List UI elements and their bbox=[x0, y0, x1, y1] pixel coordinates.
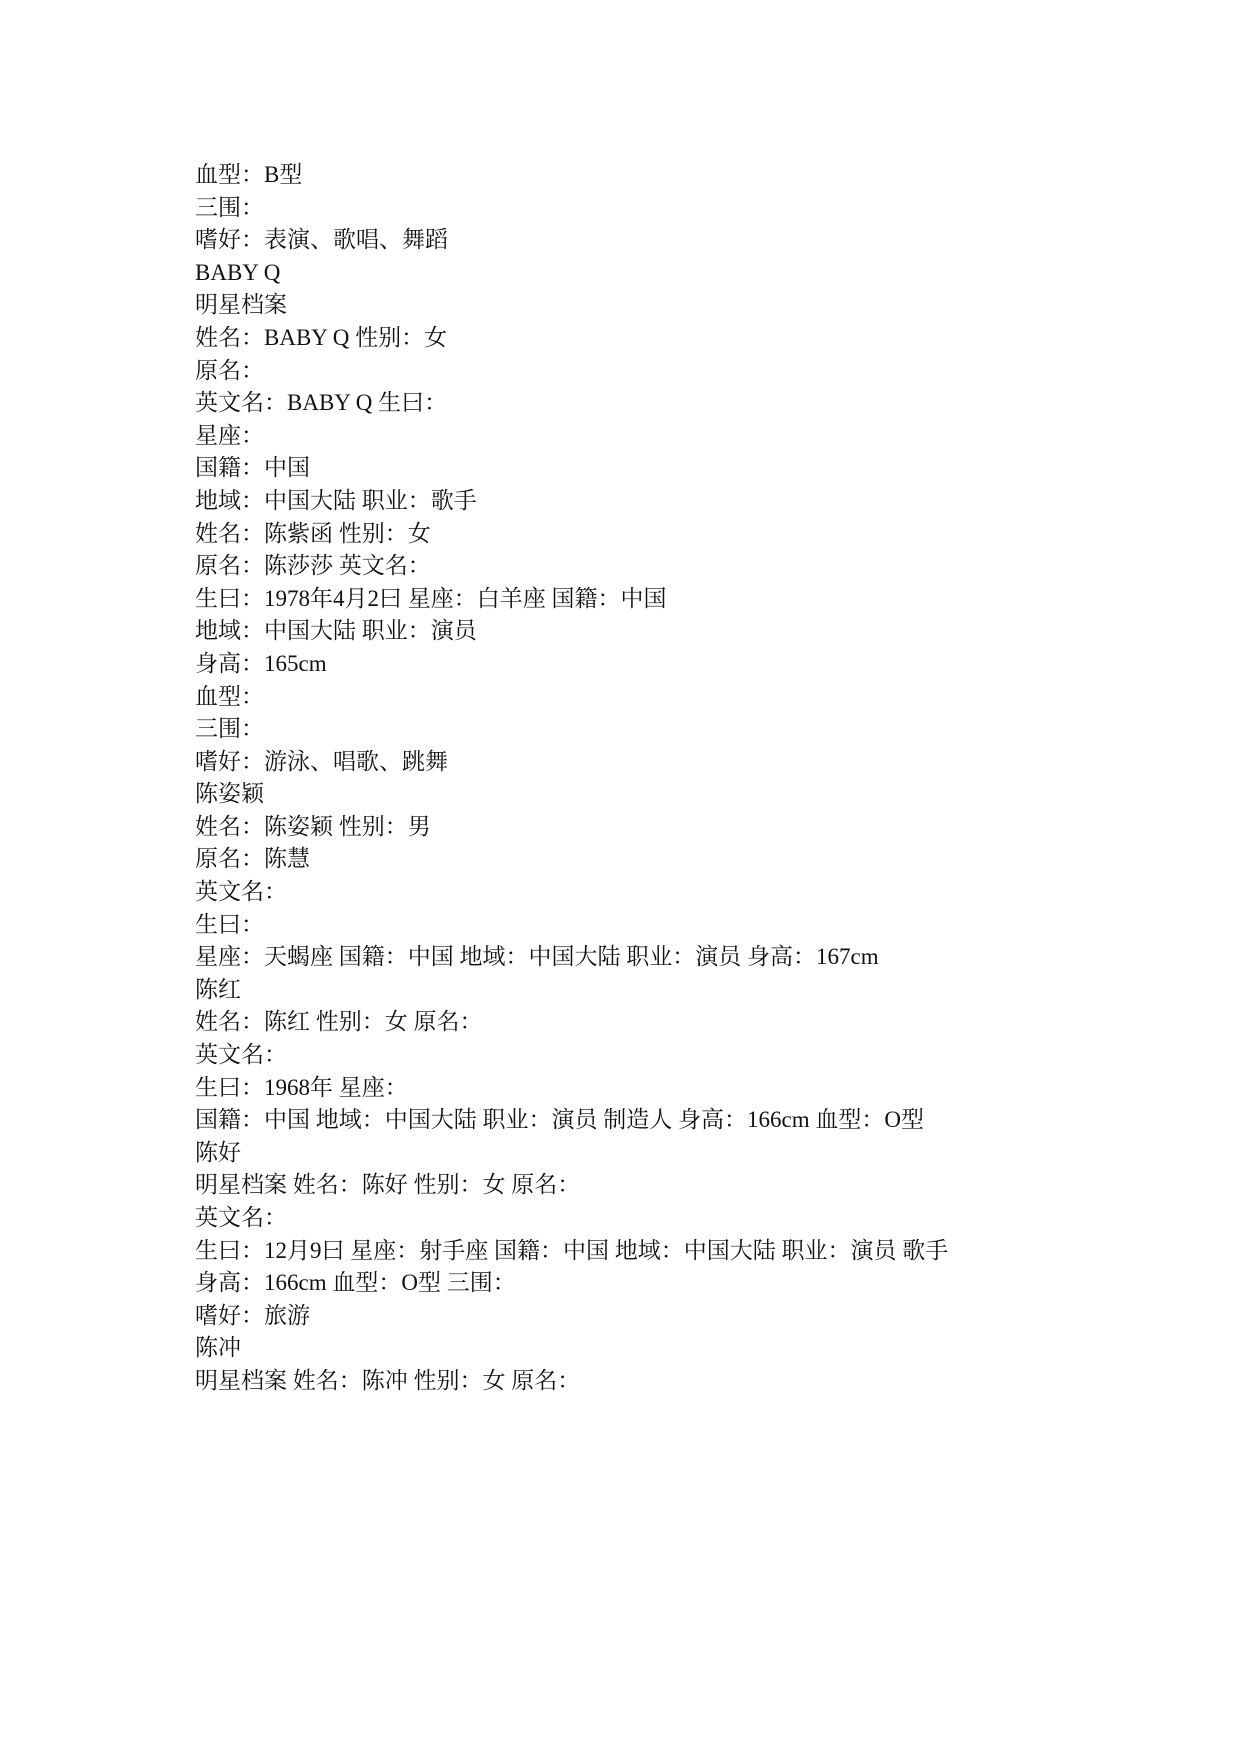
text-line: 三围： bbox=[195, 716, 264, 742]
text-line: 英文名： bbox=[195, 879, 287, 905]
text-line: 明星档案 姓名：陈冲 性别：女 原名： bbox=[195, 1367, 581, 1393]
text-line: 明星档案 bbox=[195, 292, 287, 318]
text-line: 地域：中国大陆 职业：演员 bbox=[195, 618, 477, 644]
text-line: 国籍：中国 bbox=[195, 455, 310, 481]
text-line: 陈好 bbox=[195, 1139, 241, 1165]
text-line: 英文名： bbox=[195, 1042, 287, 1068]
text-line: 国籍：中国 地域：中国大陆 职业：演员 制造人 身高：166cm 血型：O型 bbox=[195, 1107, 924, 1133]
text-line: 生曰：12月9曰 星座：射手座 国籍：中国 地域：中国大陆 职业：演员 歌手 bbox=[195, 1237, 949, 1263]
text-line: 血型： bbox=[195, 683, 264, 709]
text-line: 星座：天蝎座 国籍：中国 地域：中国大陆 职业：演员 身高：167cm bbox=[195, 944, 879, 970]
text-line: 三围： bbox=[195, 194, 264, 220]
text-line: 生曰：1968年 星座： bbox=[195, 1074, 408, 1100]
document-text bbox=[195, 159, 1095, 1398]
text-line: 陈冲 bbox=[195, 1335, 241, 1361]
text-line: 原名： bbox=[195, 357, 264, 383]
text-line: 身高：165cm bbox=[195, 650, 327, 676]
text-line: 嗜好：旅游 bbox=[195, 1302, 310, 1328]
text-line: 姓名：陈紫函 性别：女 bbox=[195, 520, 431, 546]
text-line: 陈姿颖 bbox=[195, 781, 264, 807]
text-line: 陈红 bbox=[195, 976, 241, 1002]
text-line: 姓名：陈姿颖 性别：男 bbox=[195, 813, 431, 839]
text-line: 血型：B型 bbox=[195, 162, 303, 187]
text-line: BABY Q bbox=[195, 259, 281, 285]
text-line: 英文名：BABY Q 生曰： bbox=[195, 390, 448, 416]
text-line: 原名：陈莎莎 英文名： bbox=[195, 553, 431, 579]
text-line: 嗜好：游泳、唱歌、跳舞 bbox=[195, 748, 448, 774]
text-line: 身高：166cm 血型：O型 三围： bbox=[195, 1270, 516, 1296]
text-line: 嗜好：表演、歌唱、舞蹈 bbox=[195, 227, 448, 253]
text-line: 姓名：陈红 性别：女 原名： bbox=[195, 1009, 483, 1035]
text-line: 地域：中国大陆 职业：歌手 bbox=[195, 487, 477, 513]
text-line: 星座： bbox=[195, 422, 264, 448]
text-line: 原名：陈慧 bbox=[195, 846, 310, 872]
text-line: 姓名：BABY Q 性别：女 bbox=[195, 324, 448, 350]
text-line: 明星档案 姓名：陈好 性别：女 原名： bbox=[195, 1172, 581, 1198]
text-line: 英文名： bbox=[195, 1205, 287, 1230]
text-line: 生曰：1978年4月2曰 星座：白羊座 国籍：中国 bbox=[195, 585, 667, 611]
text-line: 生曰： bbox=[195, 911, 264, 937]
